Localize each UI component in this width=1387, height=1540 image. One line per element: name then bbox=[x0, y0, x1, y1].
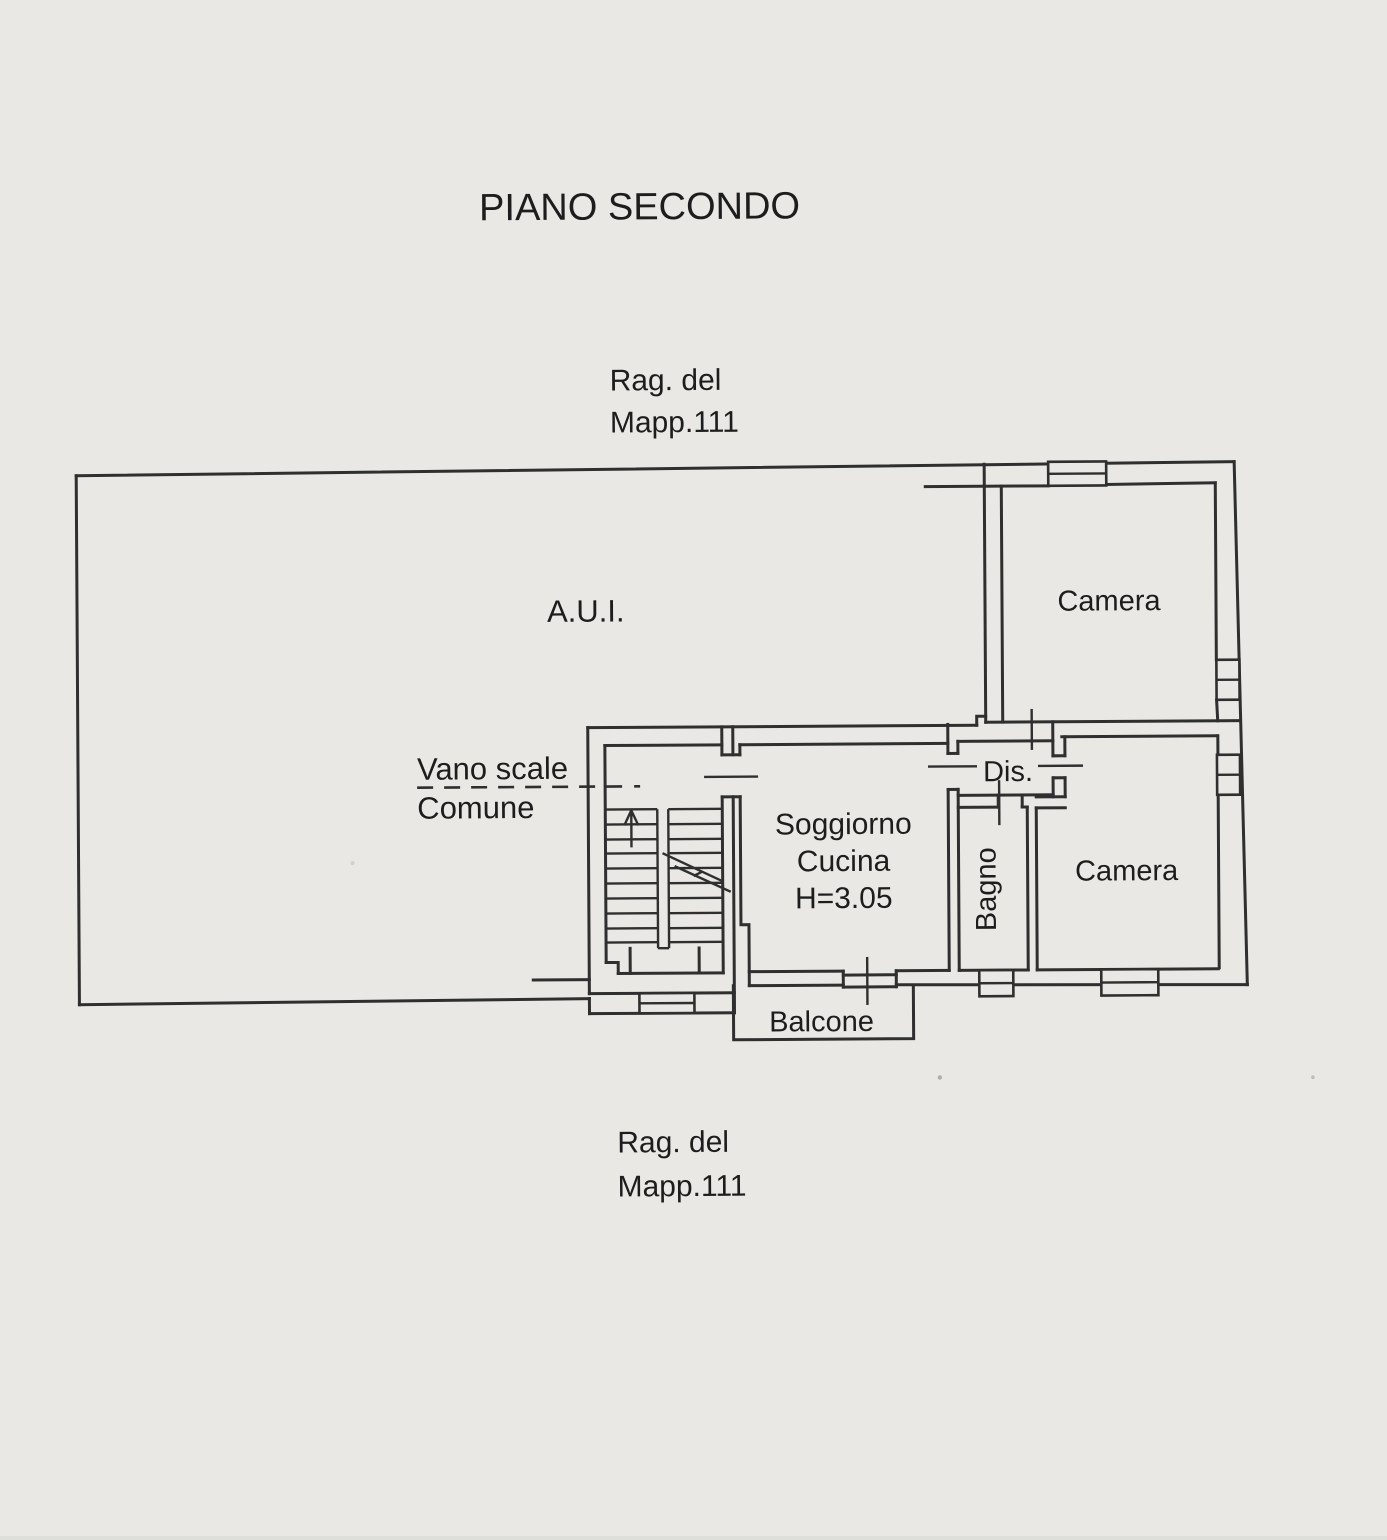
page-title: PIANO SECONDO bbox=[479, 185, 800, 229]
room-label-dis: Dis. bbox=[983, 756, 1033, 788]
stairwell-section-line bbox=[417, 786, 640, 787]
staircase-treads bbox=[605, 809, 723, 949]
room-label-bagno: Bagno bbox=[970, 847, 1003, 931]
reference-top-line1: Rag. del bbox=[610, 364, 722, 398]
reference-bottom-line1: Rag. del bbox=[617, 1126, 729, 1160]
stair-break-line bbox=[663, 853, 731, 892]
reference-top-line2: Mapp.111 bbox=[610, 406, 739, 440]
room-label-vano-scale: Vano scale bbox=[417, 751, 568, 787]
room-label-aui: A.U.I. bbox=[547, 593, 625, 628]
room-label-soggiorno-line3: H=3.05 bbox=[795, 882, 893, 916]
stair-direction-arrow bbox=[624, 810, 638, 847]
wall-lines bbox=[76, 462, 1247, 1044]
room-label-camera-bottom: Camera bbox=[1075, 855, 1179, 888]
room-label-soggiorno-line1: Soggiorno bbox=[775, 808, 912, 842]
room-label-balcone: Balcone bbox=[769, 1006, 874, 1039]
reference-bottom-line2: Mapp.111 bbox=[617, 1170, 746, 1204]
room-label-comune: Comune bbox=[417, 790, 534, 826]
room-label-camera-top: Camera bbox=[1057, 585, 1161, 618]
room-label-soggiorno-line2: Cucina bbox=[797, 845, 891, 879]
